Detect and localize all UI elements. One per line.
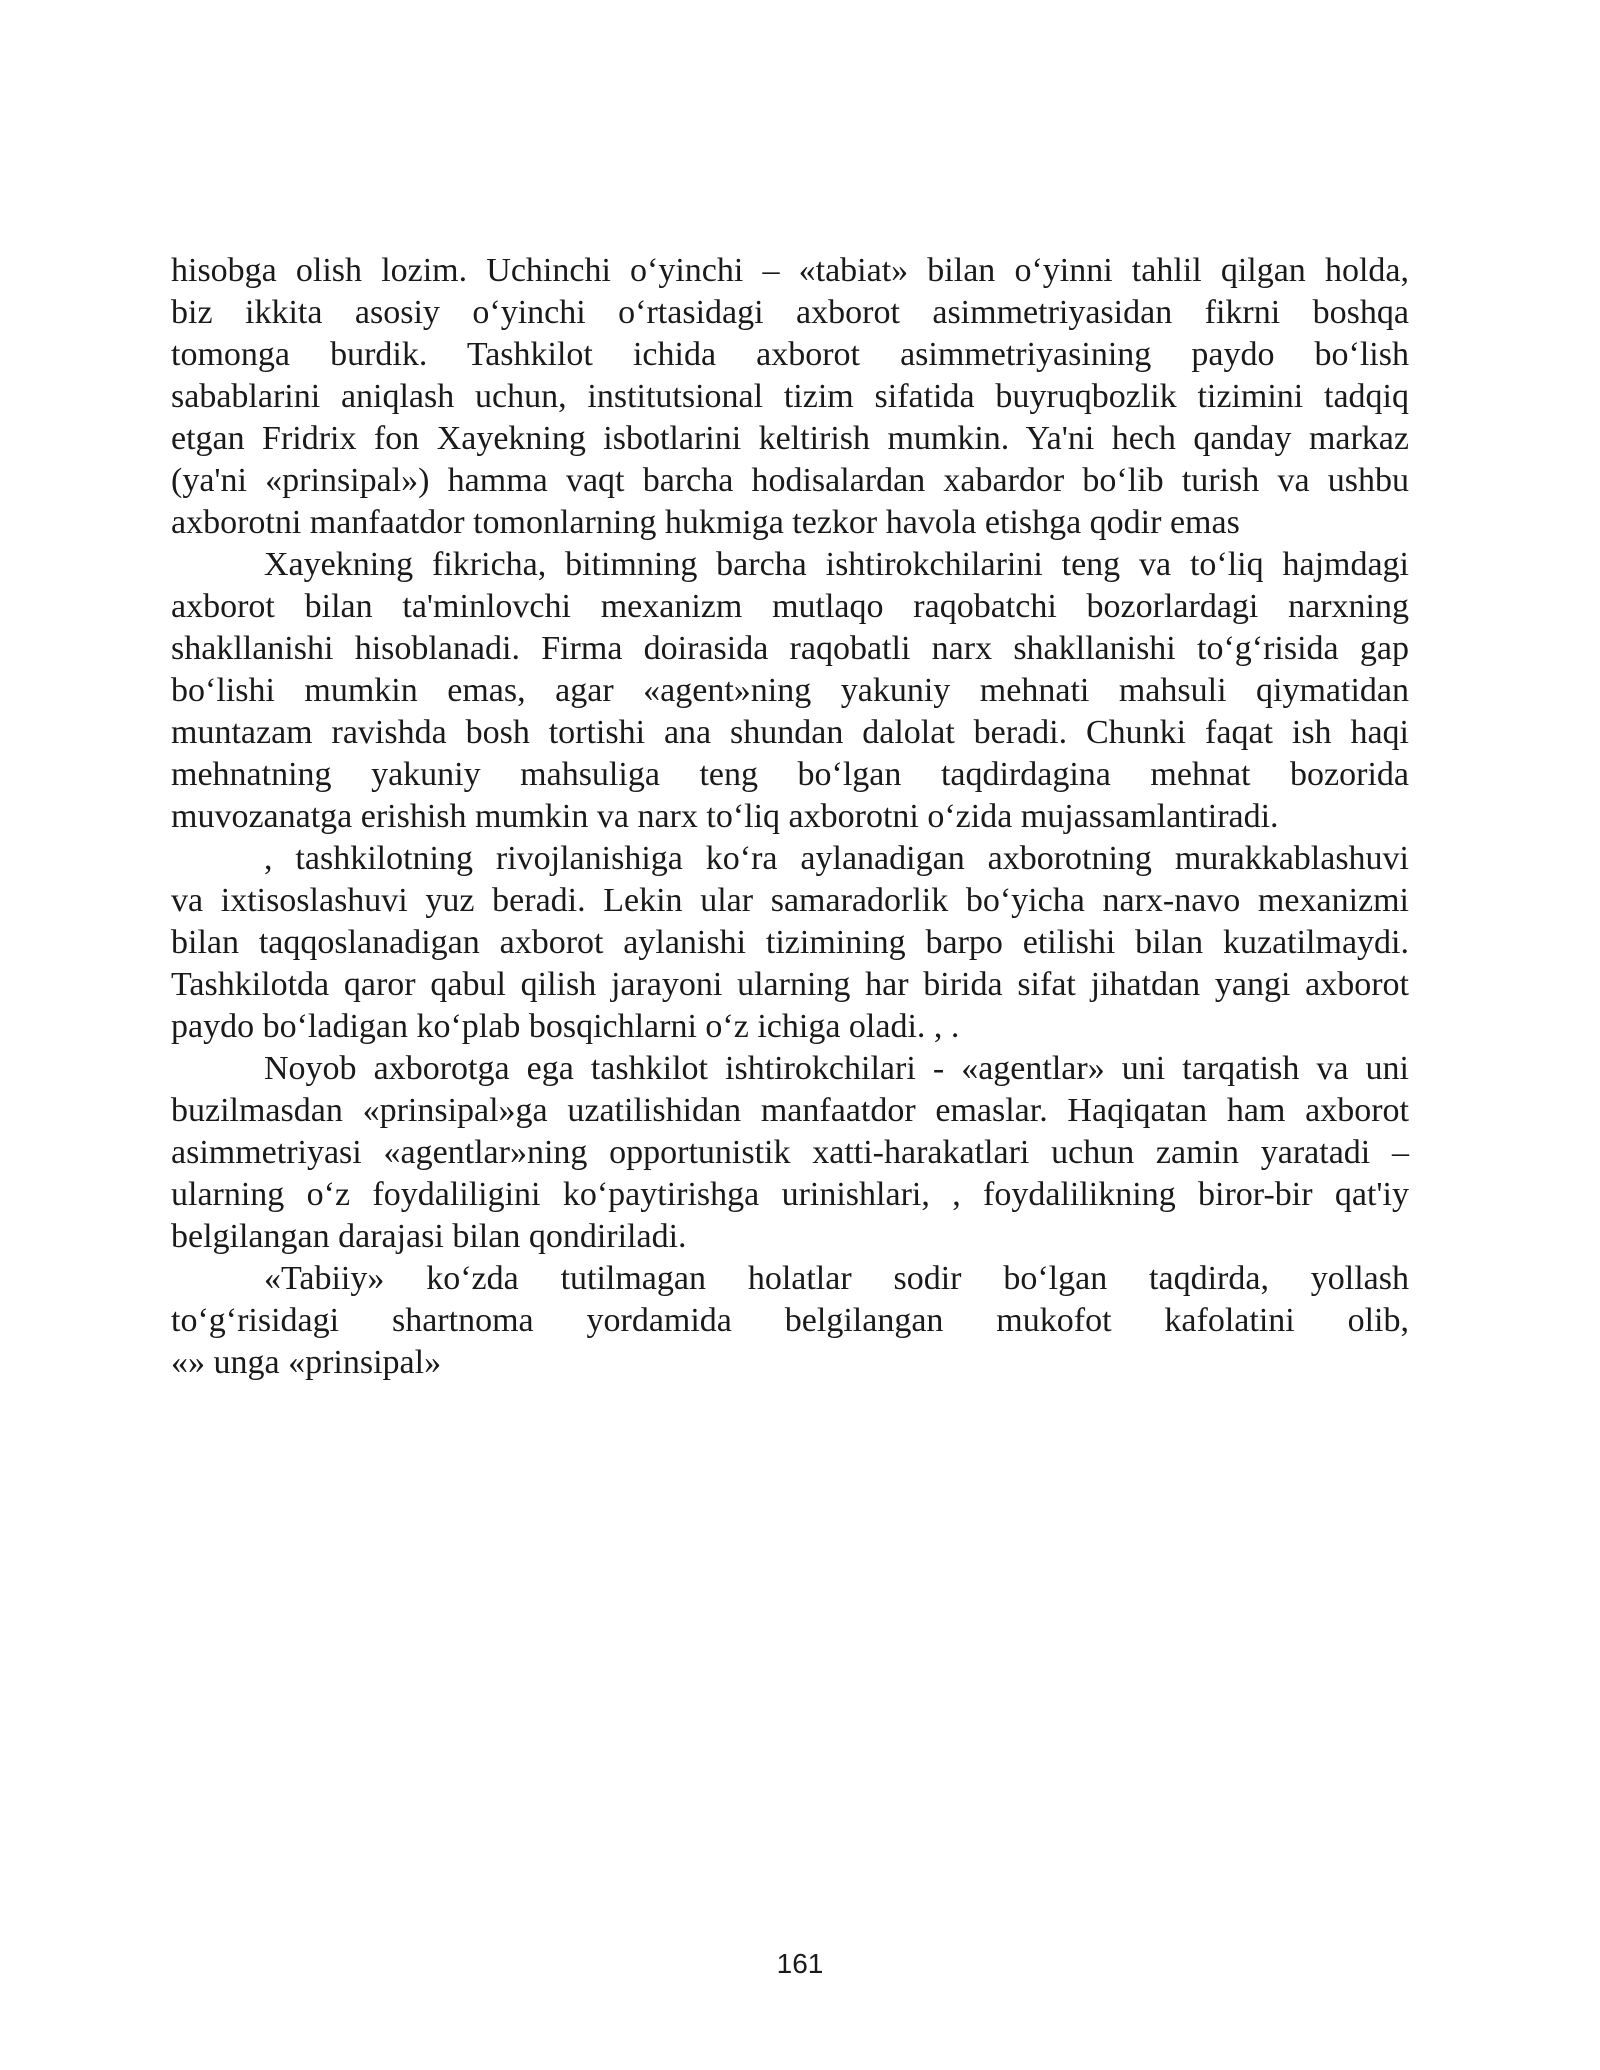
page-number: 161 bbox=[776, 1948, 824, 1979]
text-line: hisobga olish lozim. Uchinchi o‘yinchi – «tabiat» bilan o‘yinni tahlil qilgan holda, bbox=[171, 252, 1409, 289]
text-line: muntazam ravishda bosh tortishi ana shundan dalolat beradi. Chunki faqat ish haqi bbox=[171, 714, 1409, 751]
text-line: etgan Fridrix fon Xayekning isbotlarini keltirish mumkin. Ya'ni hech qanday markaz bbox=[171, 420, 1409, 457]
text-line: axborotni manfaatdor tomonlarning hukmiga tezkor havola etishga qodir emas bbox=[171, 504, 1240, 541]
text-line: Noyob axborotga ega tashkilot ishtirokchilari - «agentlar» uni tarqatish va uni bbox=[264, 1050, 1409, 1087]
text-line: va ixtisoslashuvi yuz beradi. Lekin ular samaradorlik bo‘yicha narx-navo mexanizmi bbox=[171, 882, 1409, 919]
text-line: ularning o‘z foydaliligini ko‘paytirishga urinishlari, , foydalilikning biror-bir qat'iy bbox=[171, 1176, 1409, 1213]
paragraph bbox=[171, 1258, 1409, 1384]
text-line: mehnatning yakuniy mahsuliga teng bo‘lgan taqdirdagina mehnat bozorida bbox=[171, 756, 1409, 793]
text-line: biz ikkita asosiy o‘yinchi o‘rtasidagi axborot asimmetriyasidan fikrni boshqa bbox=[171, 294, 1409, 331]
paragraph bbox=[171, 544, 1409, 838]
text-line: bo‘lishi mumkin emas, agar «agent»ning yakuniy mehnati mahsuli qiymatidan bbox=[171, 672, 1409, 709]
text-line: (ya'ni «prinsipal») hamma vaqt barcha hodisalardan xabardor bo‘lib turish va ushbu bbox=[171, 462, 1409, 499]
text-line: buzilmasdan «prinsipal»ga uzatilishidan manfaatdor emaslar. Haqiqatan ham axborot bbox=[171, 1092, 1409, 1129]
text-line: belgilangan darajasi bilan qondiriladi. bbox=[171, 1218, 687, 1255]
text-line: Xayekning fikricha, bitimning barcha ishtirokchilarini teng va to‘liq hajmdagi bbox=[264, 546, 1409, 583]
text-line: sabablarini aniqlash uchun, institutsional tizim sifatida buyruqbozlik tizimini tadqiq bbox=[171, 378, 1409, 415]
text-line: paydo bo‘ladigan ko‘plab bosqichlarni o‘z ichiga oladi. , . bbox=[171, 1008, 960, 1045]
text-line: «Tabiiy» ko‘zda tutilmagan holatlar sodir bo‘lgan taqdirda, yollash bbox=[264, 1260, 1409, 1297]
text-line: axborot bilan ta'minlovchi mexanizm mutlaqo raqobatchi bozorlardagi narxning bbox=[171, 588, 1409, 625]
text-line: muvozanatga erishish mumkin va narx to‘liq axborotni o‘zida mujassamlantiradi. bbox=[171, 798, 1279, 835]
paragraph bbox=[171, 250, 1409, 544]
text-line: asimmetriyasi «agentlar»ning opportunistik xatti-harakatlari uchun zamin yaratadi – bbox=[171, 1134, 1409, 1171]
paragraph bbox=[171, 1048, 1409, 1258]
text-line: to‘g‘risidagi shartnoma yordamida belgilangan mukofot kafolatini olib, bbox=[171, 1302, 1409, 1339]
text-line: tomonga burdik. Tashkilot ichida axborot asimmetriyasining paydo bo‘lish bbox=[171, 336, 1409, 373]
text-line: «» unga «prinsipal» bbox=[171, 1344, 442, 1381]
body-text bbox=[171, 250, 1409, 1384]
text-line: shakllanishi hisoblanadi. Firma doirasida raqobatli narx shakllanishi to‘g‘risida gap bbox=[171, 630, 1409, 667]
text-line: Tashkilotda qaror qabul qilish jarayoni ularning har birida sifat jihatdan yangi axborot bbox=[171, 966, 1409, 1003]
text-line: , tashkilotning rivojlanishiga ko‘ra aylanadigan axborotning murakkablashuvi bbox=[264, 840, 1409, 877]
text-line: bilan taqqoslanadigan axborot aylanishi tizimining barpo etilishi bilan kuzatilmaydi. bbox=[171, 924, 1409, 961]
paragraph bbox=[171, 838, 1409, 1048]
